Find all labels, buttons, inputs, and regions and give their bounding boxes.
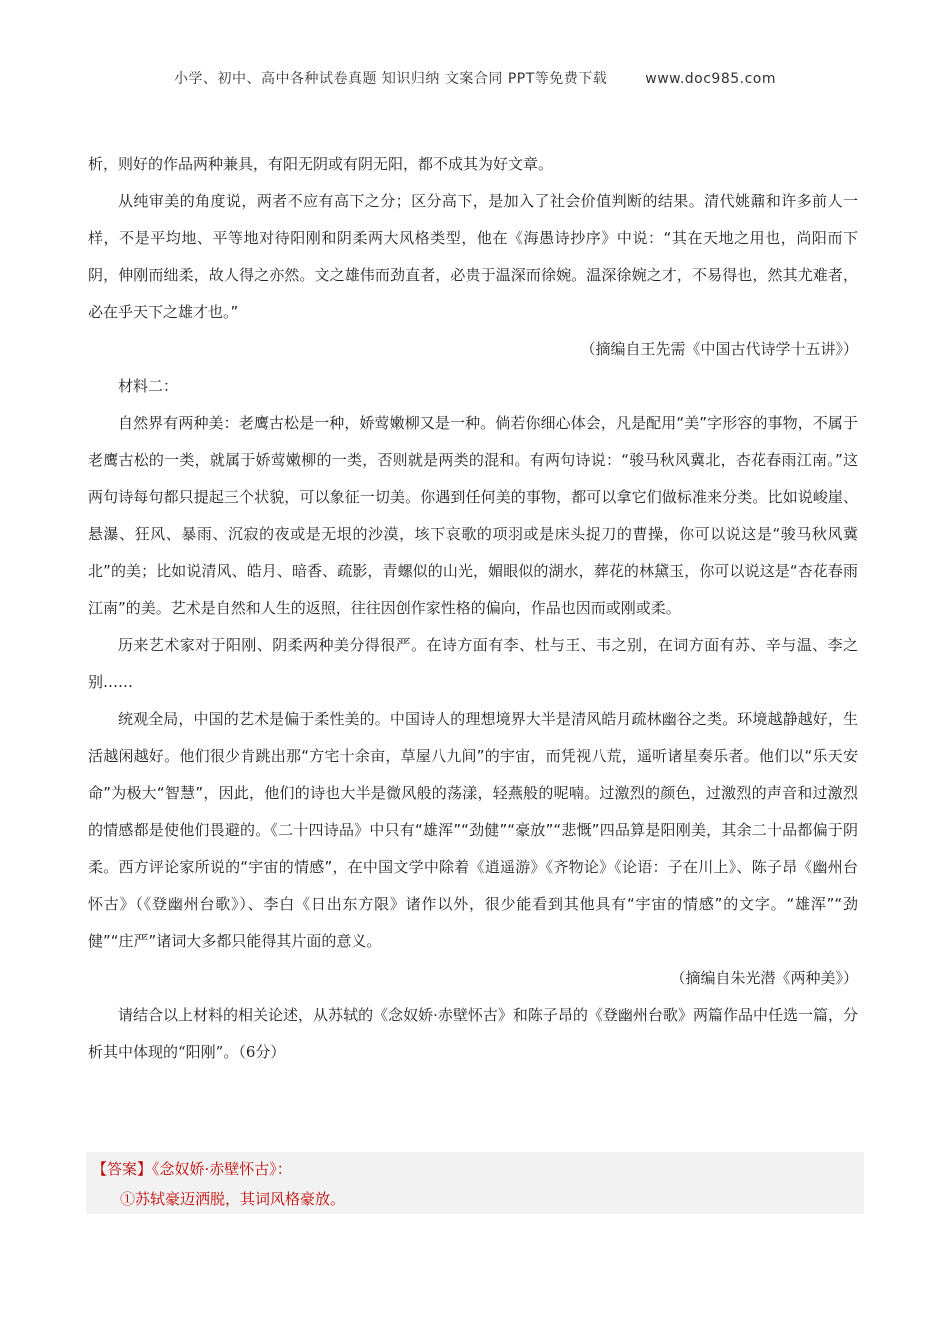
material2-heading: 材料二： [118, 377, 179, 395]
article-body [88, 146, 858, 1071]
paragraph-two-beauties: 自然界有两种美：老鹰古松是一种，娇莺嫩柳又是一种。倘若你细心体会，凡是配用“美”字形容的事物，不属于老鹰古松的一类，就属于娇莺嫩柳的一类，否则就是两类的混和。有两句诗说：“骏马秋风冀北，杏花春雨江南。”这两句诗每句都只提起三个状貌，可以象征一切美。你遇到任何美的事物，都可以拿它们做标准来分类。比如说峻崖、悬瀑、狂风、暴雨、沉寂的夜或是无垠的沙漠，垓下哀歌的项羽或是床头捉刀的曹操，你可以说这是“骏马秋风冀北”的美；比如说清风、皓月、暗香、疏影，青螺似的山光，媚眼似的湖水，葬花的林黛玉，你可以说这是“杏花春雨江南”的美。艺术是自然和人生的返照，往往因创作家性格的偏向，作品也因而或刚或柔。 [88, 414, 858, 617]
header-text: 小学、初中、高中各种试卷真题 知识归纳 文案合同 PPT等免费下载 [173, 71, 608, 87]
paragraph-overview: 统观全局，中国的艺术是偏于柔性美的。中国诗人的理想境界大半是清风皓月疏林幽谷之类。环境越静越好，生活越闲越好。他们很少肯跳出那“方宅十余亩，草屋八九间”的宇宙，而凭视八荒，遥听诸星奏乐者。他们以“乐天安命”为极大“智慧”，因此，他们的诗也大半是微风般的荡漾，轻燕般的呢喃。过激烈的颜色，过激烈的声音和过激烈的情感都是使他们畏避的。《二十四诗品》中只有“雄浑”“劲健”“豪放”“悲慨”四品算是阳刚美，其余二十品都偏于阴柔。西方评论家所说的“宇宙的情感”，在中国文学中除着《逍遥游》《齐物论》《论语：子在川上》、陈子昂《幽州台怀古》（《登幽州台歌》）、李白《日出东方限》诸作以外，很少能看到其他具有“宇宙的情感”的文字。“雄浑”“劲健”“庄严”诸词大多都只能得其片面的意义。 [88, 710, 858, 950]
answer-label: 【答案】《念奴娇·赤壁怀古》： [92, 1160, 292, 1178]
paragraph-tail: 析，则好的作品两种兼具，有阳无阴或有阴无阳，都不成其为好文章。 [88, 155, 554, 173]
source-citation-1: （摘编自王先需《中国古代诗学十五讲》） [580, 340, 858, 358]
paragraph-yao-nai: 从纯审美的角度说，两者不应有高下之分；区分高下，是加入了社会价值判断的结果。清代姚鼐和许多前人一样，不是平均地、平等地对待阳刚和阴柔两大风格类型，他在《海愚诗抄序》中说：“其在天地之用也，尚阳而下阴，伸刚而绌柔，故人得之亦然。文之雄伟而劲直者，必贵于温深而徐婉。温深徐婉之才，不易得也，然其尤难者，必在乎天下之雄才也。” [88, 192, 858, 321]
header-url[interactable]: www.doc985.com [645, 71, 777, 87]
answer-box [86, 1152, 864, 1214]
question-text: 请结合以上材料的相关论述，从苏轼的《念奴娇·赤壁怀古》和陈子昂的《登幽州台歌》两篇作品中任选一篇，分析其中体现的“阳刚”。（6分） [88, 1006, 858, 1061]
page-header [0, 68, 950, 88]
paragraph-artists: 历来艺术家对于阳刚、阴柔两种美分得很严。在诗方面有李、杜与王、韦之别，在词方面有苏、辛与温、李之别…… [88, 636, 858, 691]
source-citation-2: （摘编自朱光潜《两种美》） [670, 969, 858, 987]
answer-line-1: ①苏轼豪迈洒脱，其词风格豪放。 [120, 1190, 346, 1208]
